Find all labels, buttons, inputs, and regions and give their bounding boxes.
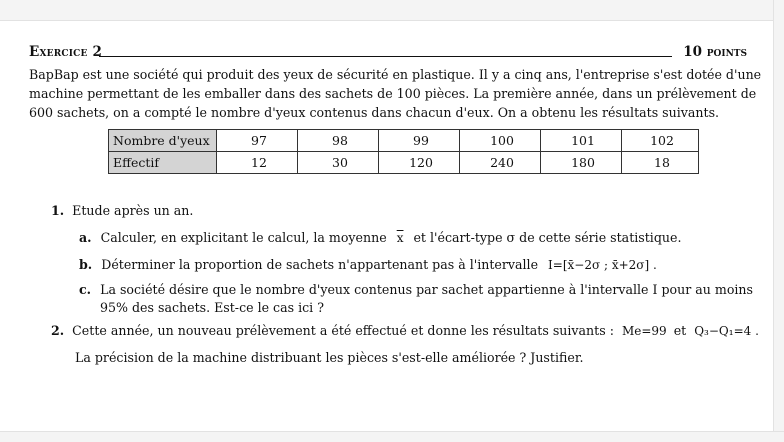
question-text: et l'écart-type σ de cette série statistique. <box>413 230 682 245</box>
quartile-formula: Q₃−Q₁=4 . <box>694 324 759 338</box>
question-connector: et <box>673 323 687 338</box>
question-1b <box>79 257 657 272</box>
exercise-header <box>29 44 747 62</box>
question-number: 2. <box>51 323 65 338</box>
table-cell: 120 <box>379 152 460 174</box>
table-cell: 97 <box>217 130 298 152</box>
question-1c-continuation: 95% des sachets. Est-ce le cas ici ? <box>100 300 324 315</box>
final-question: La précision de la machine distribuant les pièces s'est-elle améliorée ? Justifier. <box>75 350 584 365</box>
exercise-points: 10 points <box>683 44 747 60</box>
table-cell: 102 <box>622 130 699 152</box>
table-cell: 98 <box>298 130 379 152</box>
table-cell: 99 <box>379 130 460 152</box>
table-cell: 12 <box>217 152 298 174</box>
interval-formula: I=[x̄−2σ ; x̄+2σ] . <box>548 258 657 272</box>
table-cell: 180 <box>541 152 622 174</box>
median-formula: Me=99 <box>621 324 667 338</box>
question-number: c. <box>79 282 92 297</box>
header-rule <box>99 56 672 57</box>
question-text: Etude après un an. <box>72 203 194 218</box>
table-cell: 101 <box>541 130 622 152</box>
intro-line: BapBap est une société qui produit des yeux de sécurité en plastique. Il y a cinq ans, l'entreprise s'est dotée d'une <box>29 67 762 82</box>
viewer-bottom-frame <box>0 431 784 442</box>
question-2 <box>51 323 759 338</box>
question-number: 1. <box>51 203 65 218</box>
question-text: Cette année, un nouveau prélèvement a été effectué et donne les résultats suivants : <box>72 323 614 338</box>
table-row <box>109 130 699 152</box>
question-1a <box>79 230 681 245</box>
table-cell: 100 <box>460 130 541 152</box>
question-number: b. <box>79 257 93 272</box>
question-number: a. <box>79 230 92 245</box>
question-1 <box>51 203 193 218</box>
data-table <box>108 129 699 174</box>
intro-paragraph <box>29 65 762 122</box>
row-header: Nombre d'yeux <box>109 130 217 152</box>
exercise-title: Exercice 2 <box>29 44 103 60</box>
question-text: La société désire que le nombre d'yeux contenus par sachet appartienne à l'intervalle I pour au moins <box>100 282 754 297</box>
table-row <box>109 152 699 174</box>
table-cell: 18 <box>622 152 699 174</box>
question-text: Calculer, en explicitant le calcul, la moyenne <box>100 230 387 245</box>
question-text: Déterminer la proportion de sachets n'appartenant pas à l'intervalle <box>101 257 539 272</box>
viewer-top-frame <box>0 0 784 21</box>
table-cell: 240 <box>460 152 541 174</box>
intro-line: machine permettant de les emballer dans des sachets de 100 pièces. La première année, dans un prélèvement de <box>29 86 757 101</box>
intro-line: 600 sachets, on a compté le nombre d'yeux contenus dans chacun d'eux. On a obtenu les résultats suivants. <box>29 105 720 120</box>
table-cell: 30 <box>298 152 379 174</box>
viewer-right-frame <box>773 0 784 442</box>
row-header: Effectif <box>109 152 217 174</box>
question-1c <box>79 282 753 297</box>
mean-symbol: $\overline{x}$ <box>396 231 404 245</box>
